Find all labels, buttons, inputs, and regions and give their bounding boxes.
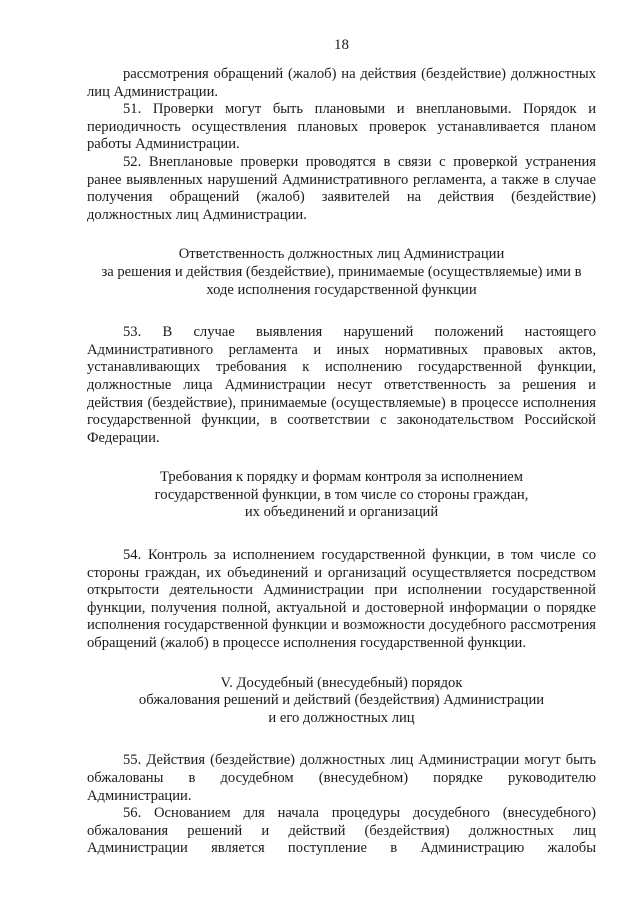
section-heading-control-requirements: [87, 469, 596, 522]
paragraph-53: 53. В случае выявления нарушений положений настоящего Административного регламента и иных нормативных правовых актов, устанавливающих требования к исполнению государственной функции, должностные лица Администрации несут ответственность за решения и действия (бездействие), принимаемые (осуществляемые) в процессе исполнения государственной функции, в соответствии с законодательством Российской Федерации.: [87, 324, 596, 446]
paragraph-50-continuation: рассмотрения обращений (жалоб) на действия (бездействие) должностных лиц Администрации.: [87, 66, 596, 100]
paragraph-51: 51. Проверки могут быть плановыми и внеплановыми. Порядок и периодичность осуществления плановых проверок устанавливается планом работы Администрации.: [87, 101, 596, 153]
paragraph-55: 55. Действия (бездействие) должностных лиц Администрации могут быть обжалованы в досудебном (внесудебном) порядке руководителю Администрации.: [87, 752, 596, 804]
heading-line: государственной функции, в том числе со стороны граждан,: [154, 486, 529, 503]
heading-line: и его должностных лиц: [268, 709, 415, 726]
heading-line: за решения и действия (бездействие), принимаемые (осуществляемые) ими в: [101, 263, 582, 280]
heading-line: Требования к порядку и формам контроля за исполнением: [160, 469, 523, 486]
heading-line: ходе исполнения государственной функции: [206, 281, 477, 298]
heading-line: V. Досудебный (внесудебный) порядок: [220, 674, 463, 691]
heading-line: Ответственность должностных лиц Администрации: [178, 246, 505, 263]
paragraph-52: 52. Внеплановые проверки проводятся в связи с проверкой устранения ранее выявленных нарушений Административного регламента, а также в случае получения обращений (жалоб) заявителей на действия (бездействие) должностных лиц Администрации.: [87, 153, 596, 223]
page-number: 18: [334, 37, 349, 53]
paragraph-54: 54. Контроль за исполнением государственной функции, в том числе со стороны граждан, их объединений и организаций осуществляется посредством открытости деятельности Администрации при исполнении государственной функции, получения полной, актуальной и достоверной информации о порядке исполнения государственной функции и возможности досудебного рассмотрения обращений (жалоб) в процессе исполнения государственной функции.: [87, 547, 596, 652]
section-heading-responsibility: [87, 246, 596, 299]
heading-line: их объединений и организаций: [244, 504, 439, 521]
section-heading-appeal-procedure: [87, 675, 596, 728]
heading-line: обжалования решений и действий (бездействия) Администрации: [138, 692, 545, 709]
paragraph-56: 56. Основанием для начала процедуры досудебного (внесудебного) обжалования решений и действий (бездействия) должностных лиц Администрации является поступление в Администрацию жалобы: [87, 805, 596, 857]
